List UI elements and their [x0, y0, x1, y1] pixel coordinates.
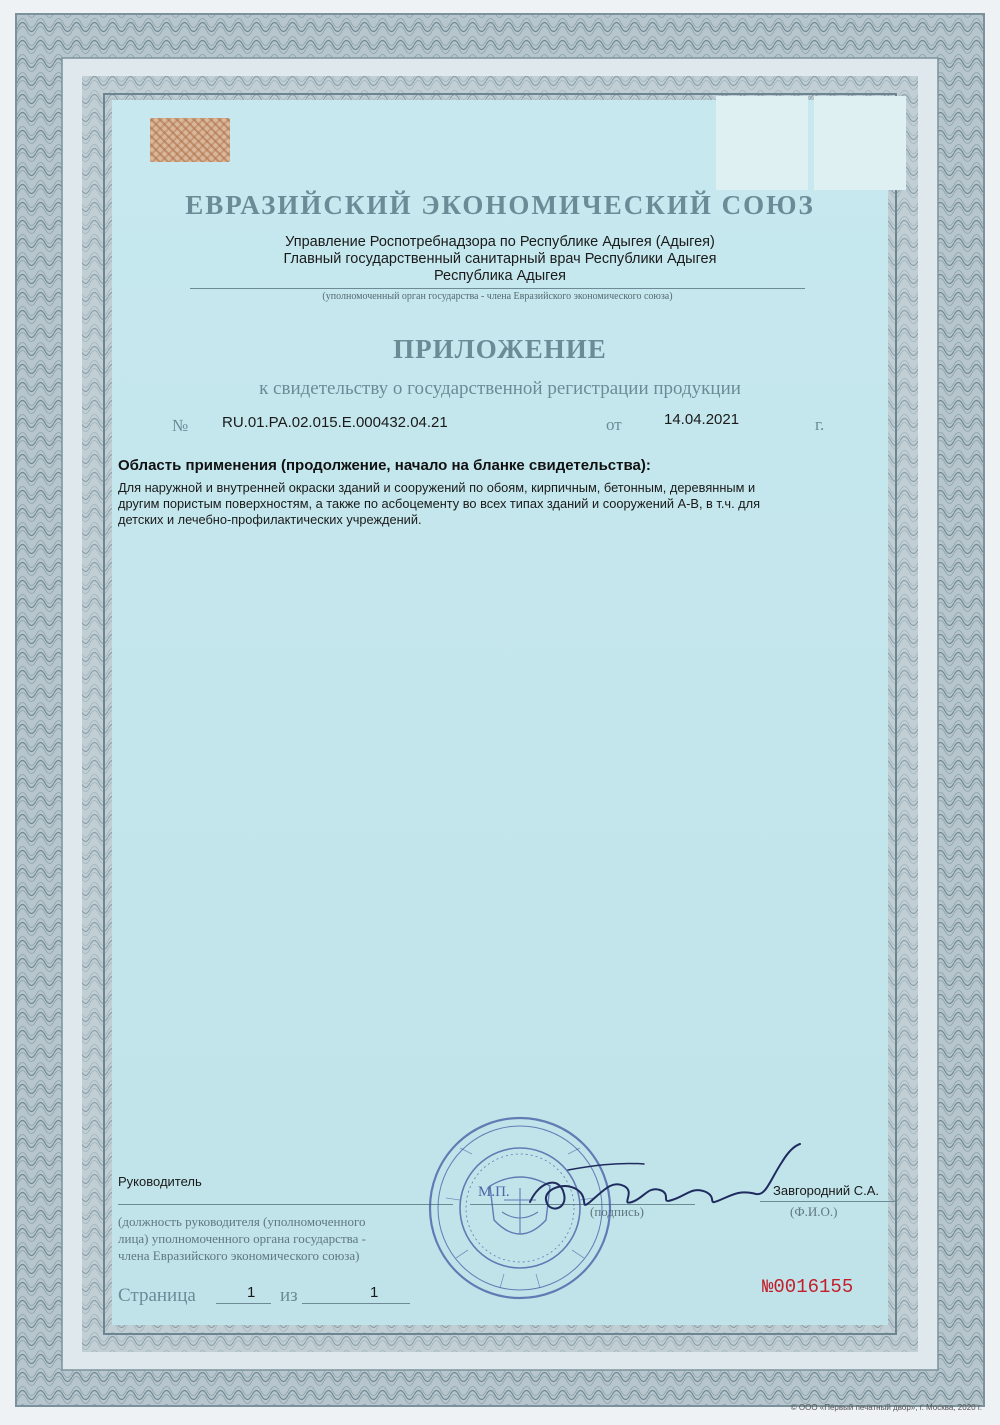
head-position-caption-1: (должность руководителя (уполномоченного: [118, 1214, 366, 1229]
head-position-caption-2: лица) уполномоченного органа государства -: [118, 1231, 366, 1246]
appendix-subtitle: к свидетельству о государственной регистрации продукции: [259, 378, 741, 399]
stamp-place-mark: М.П.: [478, 1184, 510, 1200]
year-suffix: г.: [815, 415, 825, 434]
page-current: 1: [247, 1284, 256, 1301]
serial-number: №0016155: [762, 1276, 854, 1298]
handwritten-signature: [520, 1140, 810, 1230]
hologram-emblem: [150, 118, 230, 162]
head-name: Завгородний С.А.: [773, 1183, 880, 1198]
qr-code-blank-left: [716, 96, 808, 190]
scope-title: Область применения (продолжение, начало на бланке свидетельства):: [118, 457, 651, 474]
authority-line-2: Главный государственный санитарный врач Республики Адыгея: [283, 251, 717, 267]
head-position-caption-3: члена Евразийского экономического союза): [118, 1248, 360, 1263]
head-position-line: [118, 1204, 453, 1205]
page-of-label: из: [280, 1285, 298, 1306]
appendix-title: ПРИЛОЖЕНИЕ: [393, 334, 607, 364]
authority-line-1: Управление Роспотребнадзора по Республике Адыгея (Адыгея): [285, 234, 715, 250]
union-title: ЕВРАЗИЙСКИЙ ЭКОНОМИЧЕСКИЙ СОЮЗ: [185, 190, 815, 220]
registration-date: 14.04.2021: [664, 411, 740, 428]
signature-caption: (подпись): [590, 1204, 644, 1219]
authority-line-3: Республика Адыгея: [433, 268, 567, 284]
number-label: №: [172, 416, 189, 435]
registration-number: RU.01.PA.02.015.E.000432.04.21: [222, 414, 448, 431]
page-label: Страница: [118, 1285, 196, 1306]
page-total-line: [302, 1303, 410, 1304]
authority-underline: [190, 288, 805, 289]
page-total: 1: [370, 1284, 379, 1301]
page-current-line: [216, 1303, 271, 1304]
printer-footer: © ООО «Первый печатный двор», г. Москва, 2020 г.: [790, 1403, 982, 1412]
scope-text: Для наружной и внутренней окраски зданий и сооружений по обоям, кирпичным, бетонным, деревянным и другим пористым поверхностям, а также по асбоцементу во всех типах зданий и сооружений А-В, в т.ч. для детских и лечебно-профилактических учреждений.: [118, 480, 761, 527]
head-label: Руководитель: [118, 1174, 202, 1189]
name-caption: (Ф.И.О.): [790, 1204, 838, 1219]
qr-code-blank-right: [814, 96, 906, 190]
date-label: от: [606, 415, 622, 434]
authority-caption: (уполномоченный орган государства - члена Евразийского экономического союза): [322, 291, 673, 302]
